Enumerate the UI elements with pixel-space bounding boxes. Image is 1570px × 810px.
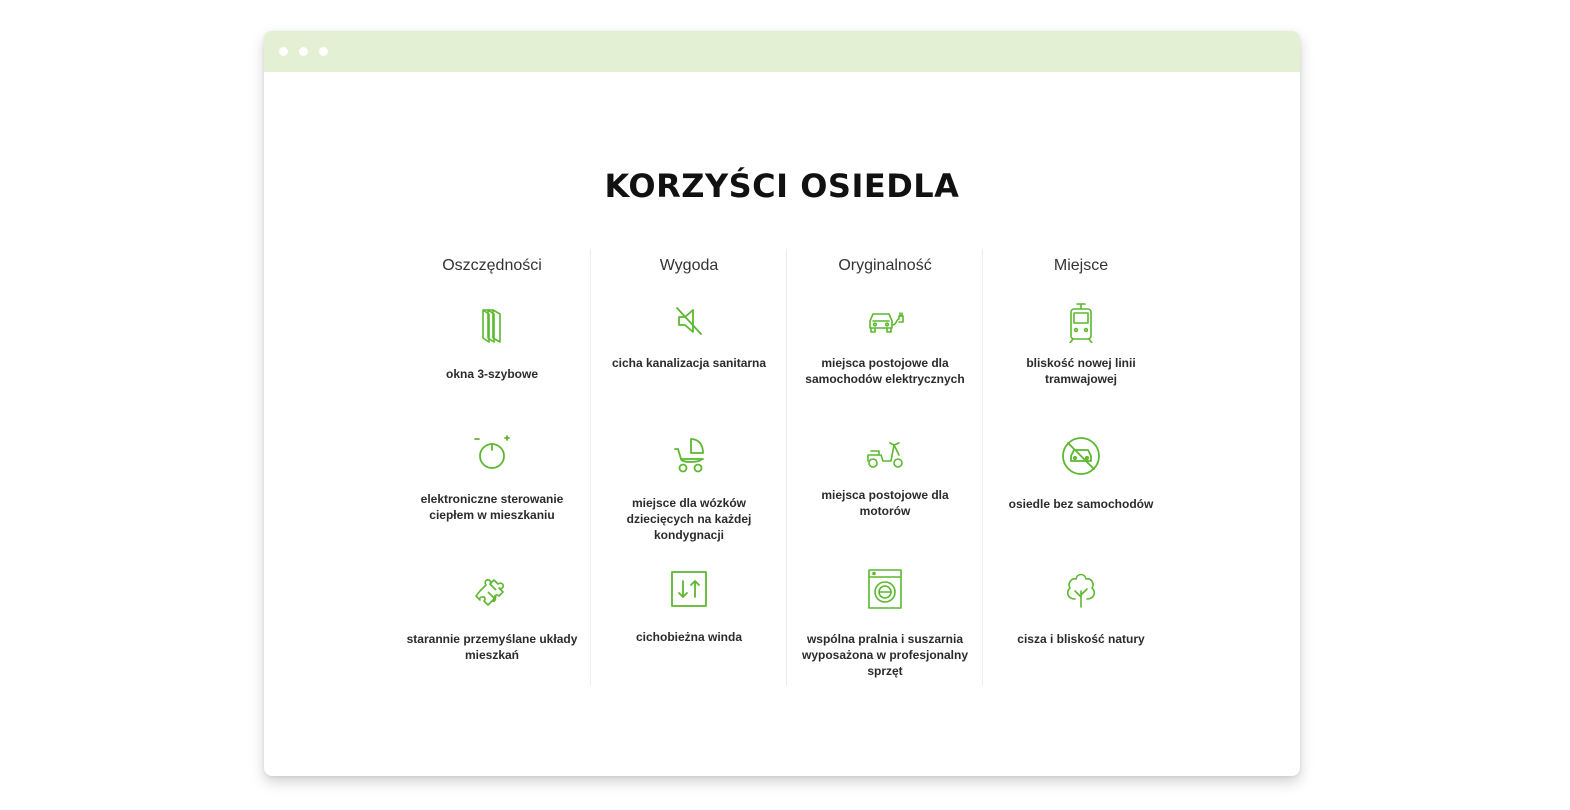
benefit-label: osiedle bez samochodów	[1008, 497, 1154, 511]
baby-stroller-icon	[669, 435, 709, 475]
column-title: Wygoda	[659, 257, 719, 274]
tram-icon	[1061, 303, 1101, 343]
benefit-label: starannie przemyślane układy mieszkań	[406, 632, 578, 662]
benefit-label: cicha kanalizacja sanitarna	[611, 356, 767, 370]
column-title: Miejsce	[1053, 257, 1109, 274]
muted-speaker-icon	[669, 301, 709, 341]
window-dot-icon[interactable]	[319, 47, 328, 56]
benefit-label: okna 3-szybowe	[445, 367, 539, 381]
column-miejsce	[982, 249, 1179, 686]
column-oszczednosci	[394, 249, 590, 686]
washing-machine-icon	[865, 569, 905, 609]
benefit-label: cichobieżna winda	[635, 630, 743, 644]
benefit-item	[787, 569, 983, 679]
electric-car-icon	[865, 301, 905, 341]
puzzle-icon	[472, 569, 512, 609]
benefit-item	[591, 435, 787, 543]
benefit-label: miejsce dla wózków dziecięcych na każdej kondygnacji	[626, 496, 752, 542]
benefit-label: miejsca postojowe dla motorów	[821, 488, 949, 518]
column-oryginalnosc	[786, 249, 983, 686]
triple-glazed-window-icon	[472, 304, 512, 344]
benefit-item	[983, 569, 1179, 647]
column-wygoda	[590, 249, 787, 686]
benefit-label: cisza i bliskość natury	[1017, 632, 1145, 646]
benefit-label: miejsca postojowe dla samochodów elektrycznych	[805, 356, 965, 386]
benefit-item	[787, 433, 983, 519]
window-titlebar	[264, 31, 1300, 72]
thermostat-knob-icon	[472, 433, 512, 473]
elevator-icon	[669, 569, 709, 609]
window-dot-icon[interactable]	[299, 47, 308, 56]
benefit-item	[394, 304, 590, 382]
benefit-item	[787, 301, 983, 387]
benefit-item	[591, 569, 787, 645]
benefit-item	[591, 301, 787, 371]
scooter-icon	[865, 433, 905, 473]
column-title: Oryginalność	[838, 257, 932, 274]
column-title: Oszczędności	[442, 257, 542, 274]
tree-icon	[1061, 569, 1101, 609]
benefit-item	[394, 569, 590, 663]
benefit-item	[983, 436, 1179, 512]
benefit-item	[394, 433, 590, 523]
browser-window	[264, 31, 1300, 776]
no-cars-icon	[1061, 436, 1101, 476]
page-title: KORZYŚCI OSIEDLA	[604, 167, 960, 205]
window-dot-icon[interactable]	[279, 47, 288, 56]
benefit-item	[983, 303, 1179, 387]
benefit-label: wspólna pralnia i suszarnia wyposażona w profesjonalny sprzęt	[801, 632, 969, 678]
benefit-label: bliskość nowej linii tramwajowej	[1026, 356, 1136, 386]
benefit-label: elektroniczne sterowanie ciepłem w mieszkaniu	[420, 492, 564, 522]
